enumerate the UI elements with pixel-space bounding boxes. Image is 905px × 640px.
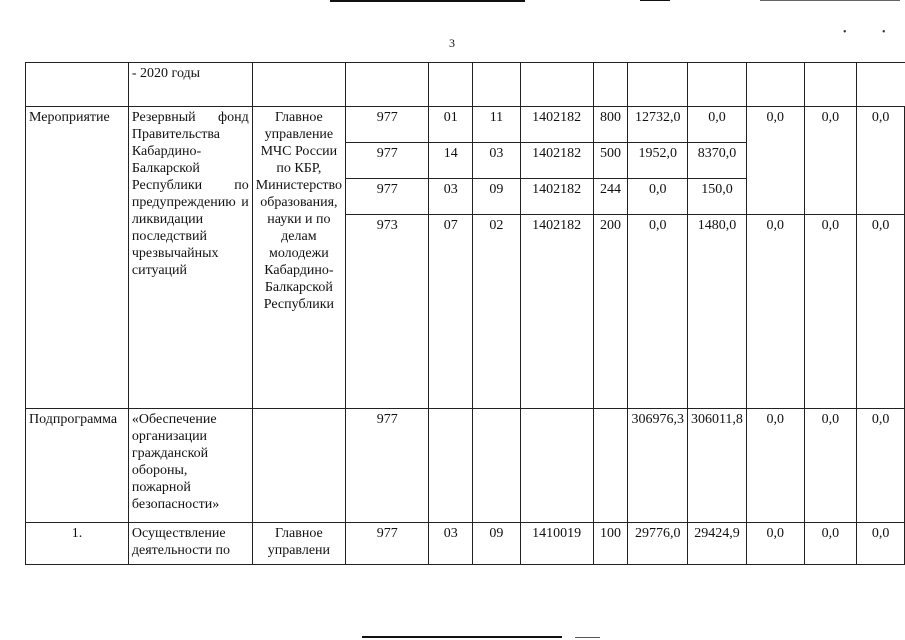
value-cell: 306976,3 [628, 409, 688, 523]
value-cell: 29776,0 [628, 523, 688, 565]
value-cell: 0,0 [804, 215, 857, 409]
value-cell: 1480,0 [687, 215, 746, 409]
scan-edge-line [330, 0, 525, 2]
rz-cell: 01 [429, 107, 473, 143]
scan-edge-line [640, 0, 670, 1]
table-row [26, 409, 905, 523]
grbs-cell: 977 [346, 179, 429, 215]
value-cell: 0,0 [746, 409, 804, 523]
value-cell: 0,0 [804, 409, 857, 523]
vr-cell: 200 [593, 215, 628, 409]
vr-cell: 500 [593, 143, 628, 179]
grbs-cell: 977 [346, 143, 429, 179]
scan-edge-line [760, 0, 900, 1]
vr-cell: 244 [593, 179, 628, 215]
value-cell: 0,0 [746, 523, 804, 565]
scan-edge-line [575, 637, 600, 638]
value-cell: 150,0 [687, 179, 746, 215]
grbs-cell: 977 [346, 107, 429, 143]
table-row [26, 523, 905, 565]
executor-name: Главное управление МЧС России по КБР, Министерство образования, науки и по делам молодежи Кабардино-Балкарской Республики [252, 107, 345, 409]
rz-cell: 14 [429, 143, 473, 179]
value-cell: 29424,9 [687, 523, 746, 565]
pr-cell: 03 [473, 143, 521, 179]
value-cell: 1952,0 [628, 143, 688, 179]
activity-name: Осуществление деятельности по [128, 523, 252, 565]
subprogram-name: «Обеспечение организации гражданской обороны, пожарной безопасности» [128, 409, 252, 523]
row-type: Мероприятие [26, 107, 129, 409]
grbs-cell: 977 [346, 523, 429, 565]
value-cell: 0,0 [628, 179, 688, 215]
value-cell: 0,0 [857, 215, 905, 409]
value-cell: 0,0 [628, 215, 688, 409]
rz-cell: 07 [429, 215, 473, 409]
rz-cell: 03 [429, 523, 473, 565]
csr-cell: 1402182 [520, 179, 593, 215]
pr-cell: 09 [473, 523, 521, 565]
scan-speck: • [882, 27, 886, 38]
value-cell: 0,0 [746, 107, 804, 215]
csr-cell: 1402182 [520, 143, 593, 179]
activity-name: Резервный фонд Правительства Кабардино-Балкарской Республики по предупреждению и ликвидации последствий чрезвычайных ситуаций [128, 107, 252, 409]
value-cell: 0,0 [857, 409, 905, 523]
pr-cell: 09 [473, 179, 521, 215]
grbs-cell: 977 [346, 409, 429, 523]
value-cell: 0,0 [804, 523, 857, 565]
scan-edge-line [362, 636, 562, 638]
csr-cell: 1402182 [520, 215, 593, 409]
table-row [26, 107, 905, 143]
pr-cell: 11 [473, 107, 521, 143]
table-row [26, 63, 905, 107]
scan-speck: • [843, 27, 847, 38]
vr-cell: 100 [593, 523, 628, 565]
grbs-cell: 973 [346, 215, 429, 409]
value-cell: 8370,0 [687, 143, 746, 179]
row-type: Подпрограмма [26, 409, 129, 523]
page-number: 3 [449, 36, 455, 50]
period-cell: - 2020 годы [128, 63, 252, 107]
value-cell: 306011,8 [687, 409, 746, 523]
executor-name: Главное управлени [252, 523, 345, 565]
vr-cell: 800 [593, 107, 628, 143]
rz-cell: 03 [429, 179, 473, 215]
value-cell: 0,0 [857, 107, 905, 215]
value-cell: 0,0 [804, 107, 857, 215]
value-cell: 0,0 [857, 523, 905, 565]
csr-cell: 1410019 [520, 523, 593, 565]
pr-cell: 02 [473, 215, 521, 409]
value-cell: 12732,0 [628, 107, 688, 143]
value-cell: 0,0 [746, 215, 804, 409]
budget-table [25, 62, 905, 565]
csr-cell: 1402182 [520, 107, 593, 143]
item-number: 1. [26, 523, 129, 565]
value-cell: 0,0 [687, 107, 746, 143]
